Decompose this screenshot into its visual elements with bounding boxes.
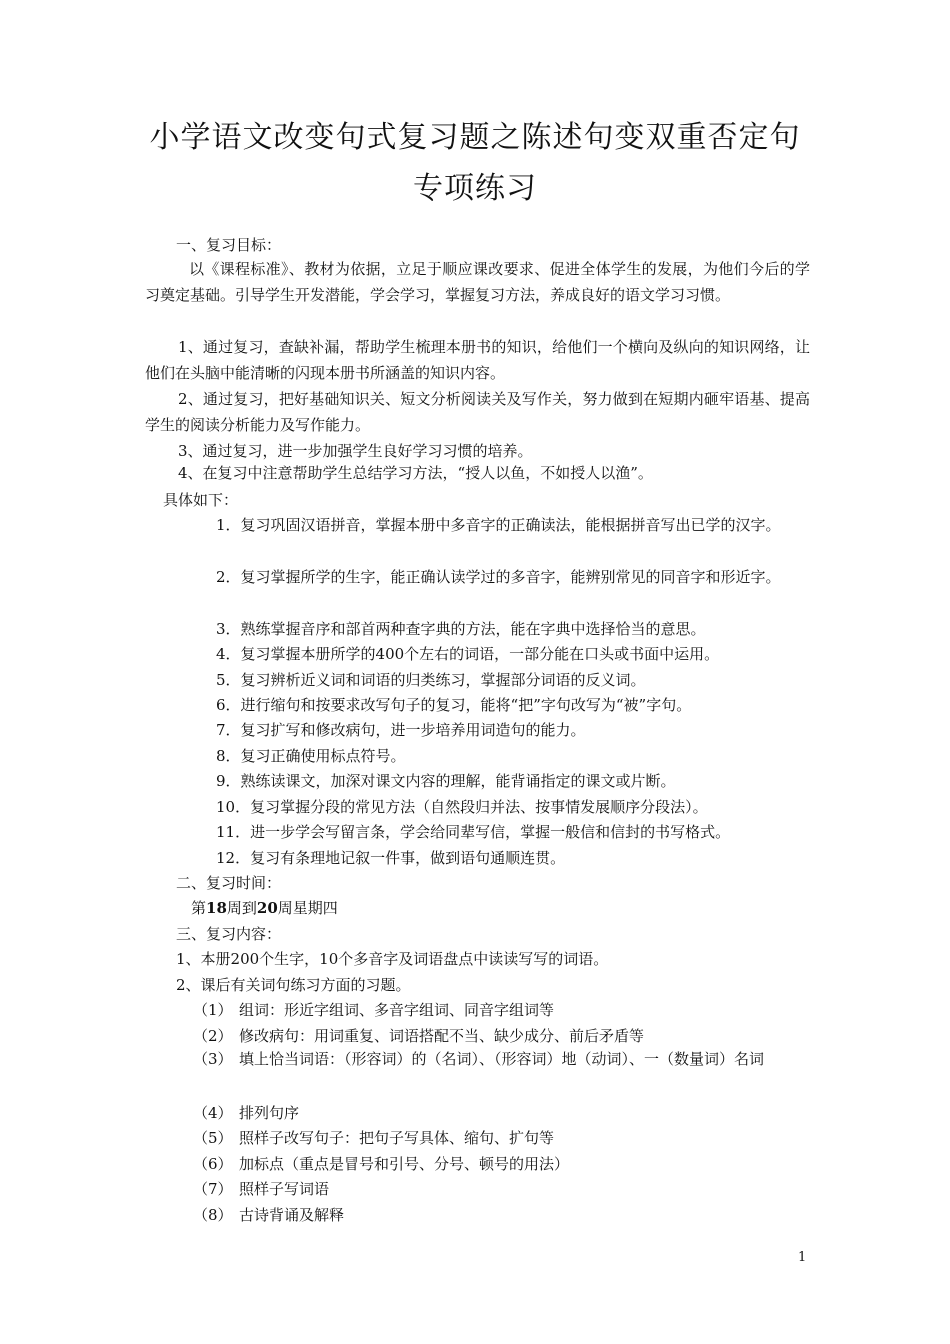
subitem-label: （6） <box>193 1155 233 1173</box>
subitem-text: 照样子写词语 <box>239 1180 330 1198</box>
section2-heading: 二、复习时间： <box>176 874 282 892</box>
detail-item: 9．熟练读课文，加深对课文内容的理解，能背诵指定的课文或片断。 <box>216 772 676 790</box>
subitem-label: （5） <box>193 1129 233 1147</box>
subitem-text: 填上恰当词语：（形容词）的（名词）、（形容词）地（动词）、一（数量词）名词 <box>239 1050 765 1068</box>
goal-item: 3、通过复习，进一步加强学生良好学习习惯的培养。 <box>178 442 533 460</box>
subitem-label: （2） <box>193 1027 233 1045</box>
detail-item: 5．复习辨析近义词和词语的归类练习，掌握部分词语的反义词。 <box>216 671 646 689</box>
goal-item: 1、通过复习，查缺补漏，帮助学生梳理本册书的知识，给他们一个横向及纵向的知识网络，让他们在头脑中能清晰的闪现本册书所涵盖的知识内容。 <box>145 338 810 382</box>
content-subitem <box>193 1046 810 1072</box>
detail-item: 10．复习掌握分段的常见方法（自然段归并法、按事情发展顺序分段法）。 <box>216 798 708 816</box>
detail-item: 2．复习掌握所学的生字，能正确认读学过的多音字，能辨别常见的同音字和形近字。 <box>216 568 781 586</box>
review-time <box>191 898 338 918</box>
subitem-label: （8） <box>193 1206 233 1224</box>
subitem-label: （7） <box>193 1180 233 1198</box>
subitem-label: （3） <box>193 1050 233 1068</box>
content-item: 1、本册200个生字，10个多音字及词语盘点中读读写写的词语。 <box>176 950 609 968</box>
section1-heading: 一、复习目标： <box>176 236 282 254</box>
subitem-text: 加标点（重点是冒号和引号、分号、顿号的用法） <box>239 1155 570 1173</box>
detail-heading: 具体如下： <box>163 491 239 509</box>
detail-item: 11．进一步学会写留言条，学会给同辈写信，掌握一般信和信封的书写格式。 <box>216 823 731 841</box>
content-item: 2、课后有关词句练习方面的习题。 <box>176 976 411 994</box>
content-subitem <box>193 1205 344 1225</box>
subitem-text: 古诗背诵及解释 <box>239 1206 345 1224</box>
content-subitem <box>193 1026 644 1046</box>
subitem-text: 修改病句：用词重复、词语搭配不当、缺少成分、前后矛盾等 <box>239 1027 645 1045</box>
detail-item: 4．复习掌握本册所学的400个左右的词语，一部分能在口头或书面中运用。 <box>216 645 720 663</box>
detail-item: 6．进行缩句和按要求改写句子的复习，能将“把”字句改写为“被”字句。 <box>216 696 692 714</box>
detail-item: 1．复习巩固汉语拼音，掌握本册中多音字的正确读法，能根据拼音写出已学的汉字。 <box>216 516 781 534</box>
review-time-start-week: 18 <box>206 899 227 917</box>
content-subitem <box>193 1103 299 1123</box>
section1-intro: 以《课程标准》、教材为依据，立足于顺应课改要求、促进全体学生的发展，为他们今后的学习奠定基础。引导学生开发潜能，学会学习，掌握复习方法，养成良好的语文学习习惯。 <box>145 260 810 304</box>
document-title-line1: 小学语文改变句式复习题之陈述句变双重否定句 <box>149 120 801 155</box>
content-subitem <box>193 1179 329 1199</box>
subitem-label: （1） <box>193 1001 233 1019</box>
subitem-text: 照样子改写句子：把句子写具体、缩句、扩句等 <box>239 1129 555 1147</box>
review-time-end-week: 20 <box>256 899 278 917</box>
subitem-label: （4） <box>193 1104 233 1122</box>
page-number: 1 <box>798 1250 807 1265</box>
detail-item: 8．复习正确使用标点符号。 <box>216 747 406 765</box>
section3-heading: 三、复习内容： <box>176 925 282 943</box>
review-time-suffix: 周星期四 <box>277 899 338 917</box>
content-subitem <box>193 1000 554 1020</box>
content-subitem <box>193 1154 569 1174</box>
content-subitem <box>193 1128 554 1148</box>
review-time-prefix: 第 <box>191 899 207 917</box>
subitem-text: 组词：形近字组词、多音字组词、同音字组词等 <box>239 1001 555 1019</box>
detail-item: 3．熟练掌握音序和部首两种查字典的方法，能在字典中选择恰当的意思。 <box>216 620 706 638</box>
goal-item: 2、通过复习，把好基础知识关、短文分析阅读关及写作关，努力做到在短期内砸牢语基、提高学生的阅读分析能力及写作能力。 <box>145 390 810 434</box>
goal-item: 4、在复习中注意帮助学生总结学习方法，“授人以鱼，不如授人以渔”。 <box>178 464 653 482</box>
document-title-line2: 专项练习 <box>413 171 537 206</box>
subitem-text: 排列句序 <box>239 1104 300 1122</box>
detail-item: 7．复习扩写和修改病句，进一步培养用词造句的能力。 <box>216 721 586 739</box>
review-time-mid: 周到 <box>226 899 257 917</box>
detail-item: 12．复习有条理地记叙一件事，做到语句通顺连贯。 <box>216 849 566 867</box>
